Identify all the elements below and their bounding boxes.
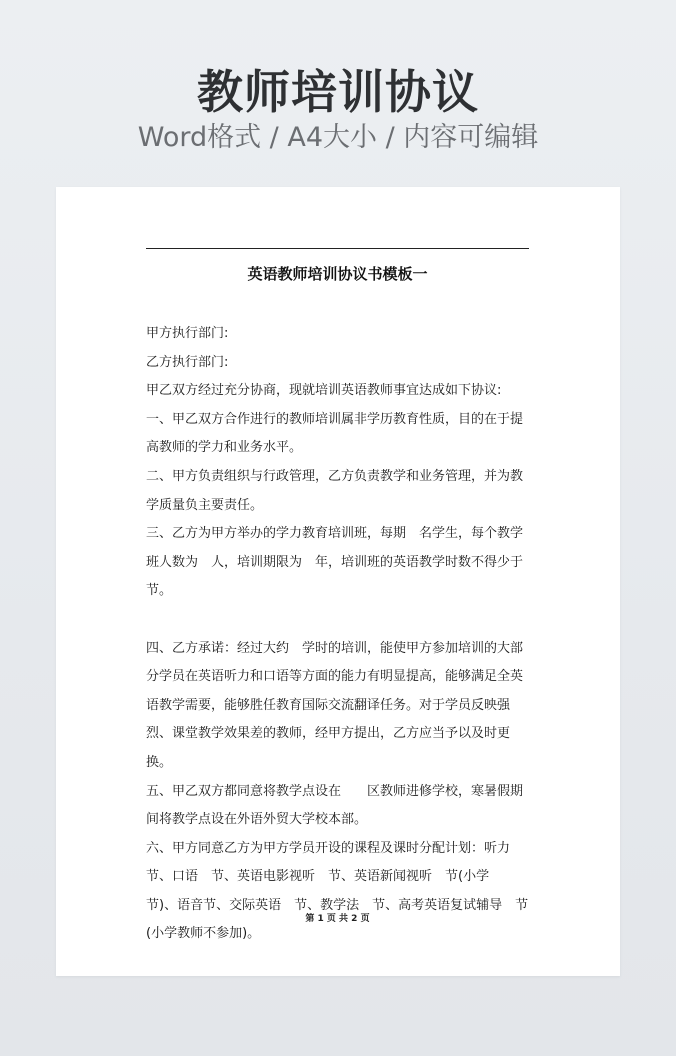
- page-number-footer: 第 1 页 共 2 页: [305, 914, 370, 924]
- document-body: [146, 320, 537, 949]
- paragraph-clause-4: 四、乙方承诺：经过大约 学时的培训，能使甲方参加培训的大部分学员在英语听力和口语等方面的能力有明显提高，能够满足全英语教学需要，能够胜任教育国际交流翻译任务。对于学员反映强烈、课堂教学效果差的教师，经甲方提出，乙方应当予以及时更换。: [146, 640, 524, 770]
- paragraph-party-b: 乙方执行部门:: [146, 354, 229, 370]
- paragraph-intro: 甲乙双方经过充分协商，现就培训英语教师事宜达成如下协议:: [146, 383, 502, 399]
- banner-title: 教师培训协议: [197, 65, 479, 119]
- paragraph-clause-2: 二、甲方负责组织与行政管理，乙方负责教学和业务管理，并为教学质量负主要责任。: [146, 468, 524, 513]
- header-rule: [146, 248, 529, 249]
- paragraph-clause-5: 五、甲乙双方都同意将教学点设在 区教师进修学校，寒暑假期间将教学点设在外语外贸大学校本部。: [146, 783, 524, 828]
- paragraph-clause-1: 一、甲乙双方合作进行的教师培训属非学历教育性质，目的在于提高教师的学力和业务水平。: [146, 411, 524, 456]
- banner-subtitle: Word格式 / A4大小 / 内容可编辑: [137, 122, 539, 153]
- paragraph-clause-3: 三、乙方为甲方举办的学力教育培训班，每期 名学生，每个教学班人数为 人，培训期限为 年，培训班的英语教学时数不得少于 节。: [146, 526, 537, 599]
- paragraph-spacer: [146, 606, 532, 635]
- document-page: [56, 187, 620, 976]
- paragraph-party-a: 甲方执行部门:: [146, 326, 229, 341]
- paragraph-clause-6: 六、甲方同意乙方为甲方学员开设的课程及课时分配计划：听力 节、口语 节、英语电影视听 节、英语新闻视听 节(小学 节)、语音节、交际英语 节、教学法 节、高考英语复试辅导 节(小学教师不参加)。: [146, 840, 529, 942]
- document-title: 英语教师培训协议书模板一: [247, 265, 428, 283]
